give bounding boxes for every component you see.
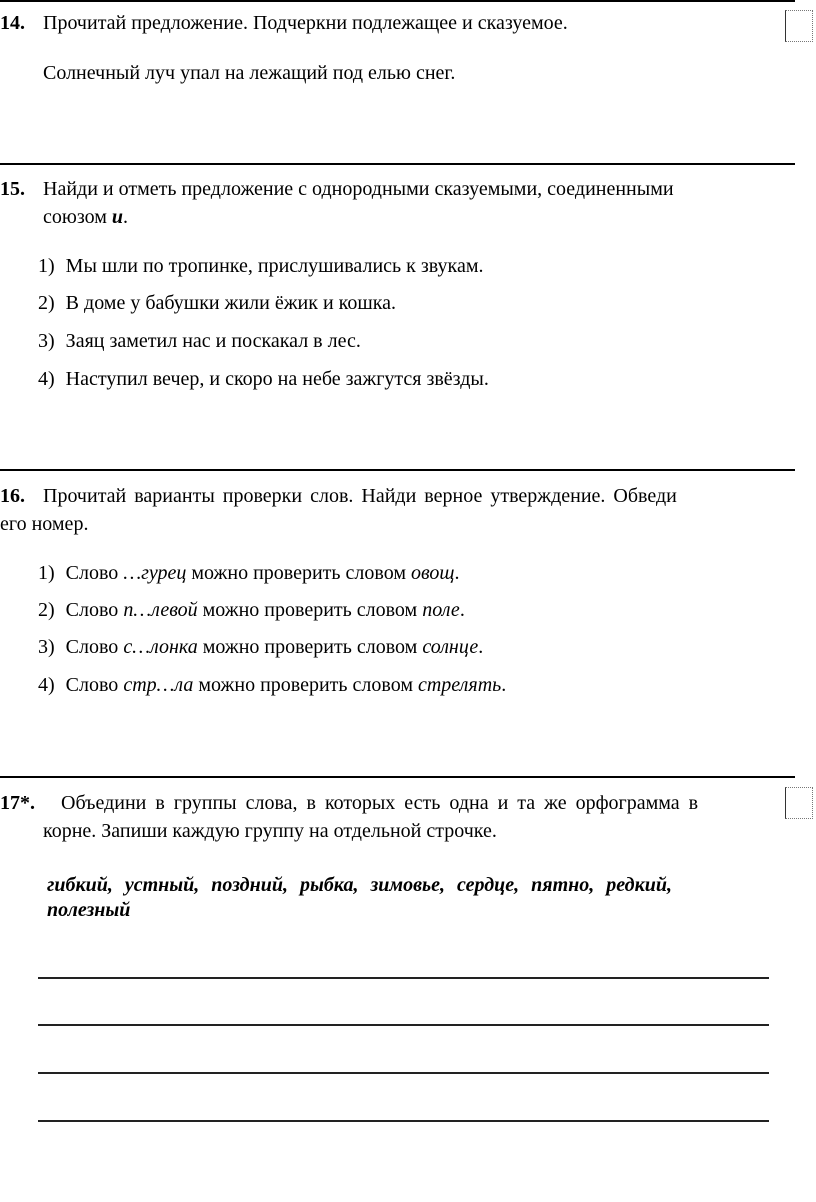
question-number-17: 17*. <box>0 792 35 814</box>
option-number: 3) <box>38 636 55 658</box>
option-number: 4) <box>38 674 55 696</box>
option-text: Заяц заметил нас и поскакал в лес. <box>65 330 361 352</box>
option-text-middle: можно проверить словом <box>197 599 423 621</box>
option-number: 1) <box>38 562 55 584</box>
option-list-item[interactable] <box>38 330 361 353</box>
option-number: 3) <box>38 330 55 352</box>
divider-rule <box>0 776 795 778</box>
option-number: 2) <box>38 292 55 314</box>
option-text-prefix: Слово <box>65 674 124 696</box>
option-list-item[interactable] <box>38 255 483 278</box>
instruction-text: союзом <box>43 206 112 228</box>
option-text: Наступил вечер, и скоро на небе зажгутся звёзды. <box>65 368 489 390</box>
option-text <box>66 599 465 621</box>
option-word: стр…ла <box>123 674 194 696</box>
question-17-instruction: Объедини в группы слова, в которых есть одна и та же орфограмма в <box>61 792 699 814</box>
question-16-instruction-line2: его номер. <box>0 513 89 535</box>
option-text: В доме у бабушки жили ёжик и кошка. <box>65 292 397 314</box>
option-check-word: стрелять <box>417 674 502 696</box>
top-rule <box>0 0 795 2</box>
option-number: 4) <box>38 368 55 390</box>
instruction-period: . <box>123 206 129 228</box>
answer-box-q14[interactable] <box>785 10 813 42</box>
divider-rule <box>0 469 795 471</box>
word-list-line: полезный <box>47 899 131 921</box>
answer-line[interactable] <box>38 1024 769 1026</box>
option-period: . <box>454 562 460 584</box>
question-number-16: 16. <box>0 485 25 507</box>
question-17-instruction-line2: корне. Запиши каждую группу на отдельной строчке. <box>43 820 497 842</box>
question-number-14: 14. <box>0 12 25 34</box>
emphasized-conjunction: и <box>111 206 124 228</box>
option-text-prefix: Слово <box>65 599 124 621</box>
option-text-middle: можно проверить словом <box>197 636 423 658</box>
word-list-line: гибкий, устный, поздний, рыбка, зимовье, сердце, пятно, редкий, <box>47 874 672 896</box>
answer-line[interactable] <box>38 1072 769 1074</box>
option-list-item[interactable] <box>38 292 396 315</box>
option-list-item[interactable] <box>38 636 483 659</box>
answer-line[interactable] <box>38 1120 769 1122</box>
question-15-instruction: Найди и отметь предложение с однородными сказуемыми, соединенными <box>43 178 674 200</box>
question-number-15: 15. <box>0 178 25 200</box>
option-list-item[interactable] <box>38 674 506 697</box>
question-15-instruction-line2 <box>43 206 128 229</box>
answer-box-q17[interactable] <box>785 787 813 819</box>
option-period: . <box>459 599 465 621</box>
option-check-word: овощ <box>410 562 455 584</box>
question-14-instruction: Прочитай предложение. Подчеркни подлежащее и сказуемое. <box>43 12 568 34</box>
option-text-middle: можно проверить словом <box>193 674 418 696</box>
option-text <box>66 674 507 696</box>
word-list <box>47 874 672 922</box>
option-text <box>66 636 484 658</box>
option-text <box>66 562 460 584</box>
option-text-prefix: Слово <box>65 562 124 584</box>
option-period: . <box>478 636 484 658</box>
option-period: . <box>501 674 507 696</box>
option-number: 1) <box>38 255 55 277</box>
option-text-middle: можно проверить словом <box>186 562 411 584</box>
option-check-word: солнце <box>422 636 479 658</box>
answer-line[interactable] <box>38 977 769 979</box>
option-text: Мы шли по тропинке, прислушивались к звукам. <box>65 255 484 277</box>
divider-rule <box>0 163 795 165</box>
option-check-word: поле <box>422 599 460 621</box>
question-16-instruction: Прочитай варианты проверки слов. Найди верное утверждение. Обведи <box>43 485 677 507</box>
option-list-item[interactable] <box>38 368 489 391</box>
question-14-sentence: Солнечный луч упал на лежащий под елью снег. <box>43 62 456 84</box>
option-word: п…левой <box>123 599 198 621</box>
option-word: с…лонка <box>123 636 198 658</box>
option-number: 2) <box>38 599 55 621</box>
option-text-prefix: Слово <box>65 636 124 658</box>
option-word: …гурец <box>123 562 187 584</box>
option-list-item[interactable] <box>38 562 460 585</box>
option-list-item[interactable] <box>38 599 465 622</box>
